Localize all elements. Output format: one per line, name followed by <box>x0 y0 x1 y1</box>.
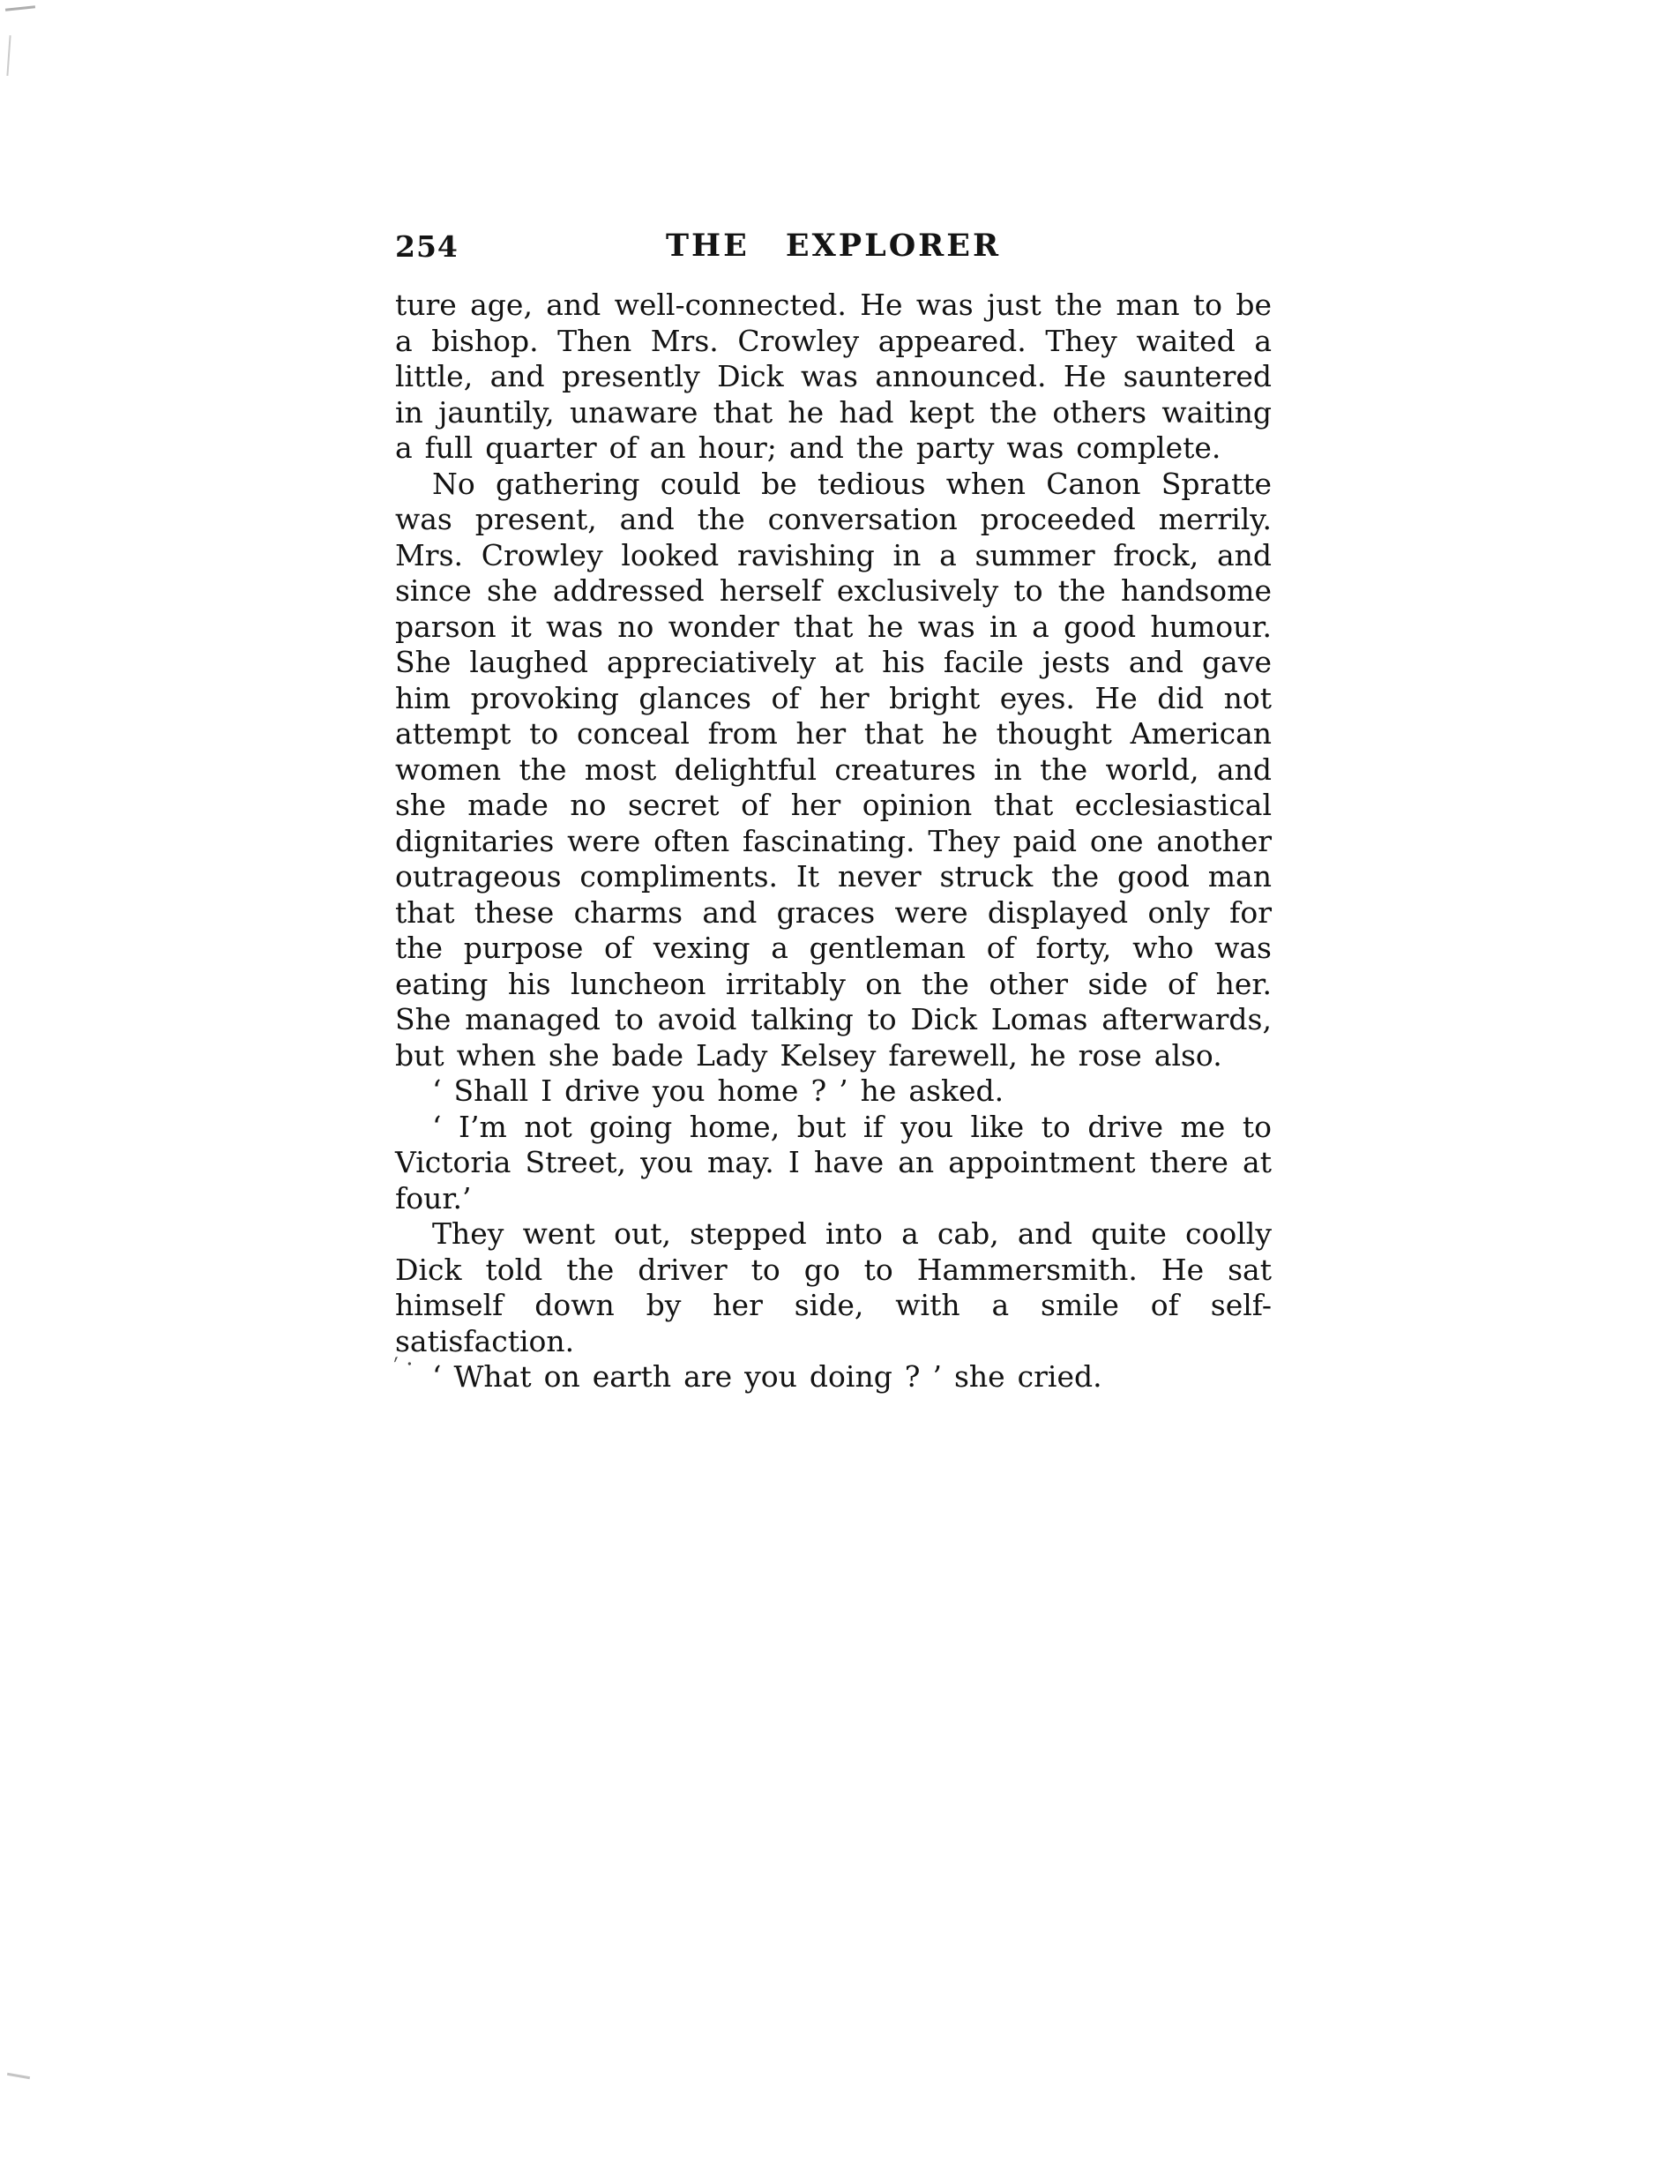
paragraph-dialogue: ‘ Shall I drive you home ? ’ he asked. <box>432 1073 1004 1108</box>
scan-artifact-top-left <box>5 5 35 11</box>
page-number: 254 <box>395 229 459 264</box>
running-title: THE EXPLORER <box>665 228 1002 264</box>
scan-artifact-left-edge <box>6 35 11 76</box>
paragraph: They went out, stepped into a cab, and quite coolly Dick told the driver to go to Hammersmith. He sat himself down by her side, with a smile of self-satisfaction. <box>395 1216 1272 1358</box>
paragraph-text: ‘ What on earth are you doing ? ’ she cried. <box>432 1359 1102 1394</box>
paragraph-dialogue <box>388 1350 1272 1395</box>
paragraph: ture age, and well-connected. He was just the man to be a bishop. Then Mrs. Crowley appeared. They waited a little, and presently Dick was announced. He sauntered in jauntily, unaware that he had kept the others waiting a full quarter of an hour; and the party was complete. <box>395 288 1272 465</box>
scan-artifact-bottom-left <box>7 2073 30 2079</box>
text-block <box>388 228 1272 1395</box>
ink-mark-artifact: ˊ· <box>388 1350 422 1383</box>
paragraph-dialogue: ‘ I’m not going home, but if you like to drive me to Victoria Street, you may. I have an appointment there at four.’ <box>395 1109 1272 1215</box>
paragraph: No gathering could be tedious when Canon Spratte was present, and the conversation proceeded merrily. Mrs. Crowley looked ravishing in a summer frock, and since she addressed herself exclusively to the handsome parson it was no wonder that he was in a good humour. She laughed appreciatively at his facile jests and gave him provoking glances of her bright eyes. He did not attempt to conceal from her that he thought American women the most delightful creatures in the world, and she made no secret of her opinion that ecclesiastical dignitaries were often fascinating. They paid one another outrageous compliments. It never struck the good man that these charms and graces were displayed only for the purpose of vexing a gentleman of forty, who was eating his luncheon irritably on the other side of her. She managed to avoid talking to Dick Lomas afterwards, but when she bade Lady Kelsey farewell, he rose also. <box>395 466 1272 1073</box>
page-body <box>388 288 1272 1395</box>
page-header <box>395 228 1272 273</box>
